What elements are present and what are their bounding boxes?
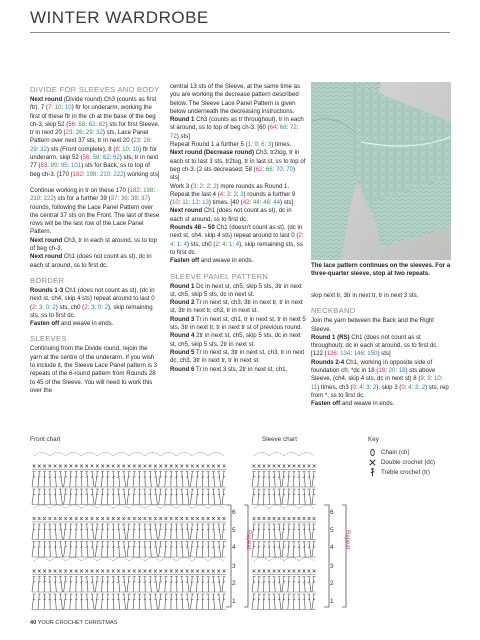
para-round-1: Round 1 Ch3 (counts as tr throughout), tr in each st around, ss to top of beg ch-3. [60 (64: 68: 72: 72) sts] <box>170 116 304 140</box>
para-next-round-b: Next round Ch1 (does not count as st), dc in each st around, ss to first dc. <box>30 253 152 269</box>
para-join-yarn: Join the yarn between the Back and the Right Sleeve. <box>311 317 434 333</box>
sleeve-row-1: 1 <box>330 598 334 605</box>
key-chain-label: Chain (ch) <box>381 449 410 456</box>
column-1 <box>30 83 160 395</box>
front-row-6: 6 <box>232 509 236 516</box>
column-3 <box>311 292 451 409</box>
para-fasten-off-3: Fasten off and weave in ends. <box>311 400 395 408</box>
para-divide-round: Next round (Divide round) Ch3 (counts as first ftr), 7 (7: 10: 10) ftr for underarm, working the first of these ftr in the ch at the base of the beg ch-3, skip 52 (56: 58: 62: 62) sts for first Sleeve, tr in next 20 (23: 26: 29: 32) sts, Lace Panel Pattern over next 37 sts, tr in next 20 (23: 26: 29: 32) sts (Front complete), 8 (8: 10: 10) ftr for underarm, skip 52 (56: 58: 62: 62) sts, tr in next 77 (83: 89: 95: 101) sts for Back, ss to top of beg ch-3. [170 (182: 198: 210: 222) working sts] <box>30 96 160 178</box>
chain-symbol-icon <box>368 448 377 457</box>
heading-neckband: NECKBAND <box>311 306 356 316</box>
column-2 <box>170 83 306 374</box>
para-sleeves: Continuing from the Divide round, rejoin the yarn at the centre of the underarm. If you wish to include it, the Sleeve Lace Panel pattern is 3 repeats of the 6-round pattern from Rounds 28 to 45 of the Sleeve. You will need to work this over the <box>30 345 158 394</box>
front-row-1: 1 <box>232 598 236 605</box>
sleeve-row-2: 2 <box>330 580 334 587</box>
sleeve-chart <box>250 448 318 612</box>
para-sleeve-intro: central 13 sts of the Sleeve, at the same time as you are working the decrease pattern described below. The Sleeve Lace Panel Pattern is given below underneath the decreasing instructions. <box>170 83 301 115</box>
sleeve-repeat-label: Repeat <box>344 530 350 550</box>
page-number: 40 <box>30 620 37 626</box>
key-label: Key <box>368 436 379 443</box>
front-chart <box>30 448 228 612</box>
para-continue: Continue working in tr on these 170 (182: 198: 210: 222) sts for a further 39 (37: 36: 38: 37) rounds, following the Lace Panel Pattern over the central 37 sts on the Front. The last of these rows will be the last row of the Lace Panel Pattern. <box>30 186 160 236</box>
heading-border: BORDER <box>30 275 65 285</box>
para-fasten-off-2: Fasten off and weave in ends. <box>170 257 254 265</box>
para-panel-round-5: Round 5 Tr in next st, 3tr in next st, ch3, tr in next dc, ch3, 3tr in next tr, tr in next st. <box>170 348 305 365</box>
sleeve-photo <box>311 82 451 260</box>
para-border-rounds: Rounds 1-3 Ch1 (does not count as st), (dc in next st, ch4, skip 4 sts) repeat around to last 0 (2: 3: 0: 2) sts, ch0 (2: 3: 0: 2), skip remaining sts, ss to first dc. <box>30 286 155 319</box>
sleeve-row-5: 5 <box>330 527 334 534</box>
magazine-name: YOUR CROCHET CHRISTMAS <box>37 620 118 626</box>
front-chart-label: Front chart <box>30 436 61 443</box>
para-panel-round-6: Round 6 Tr in next 3 sts, 2tr in next st, ch1, <box>170 365 288 373</box>
para-next-round-a: Next round Ch3, tr in each st around, ss to top of beg ch-3. <box>30 236 158 253</box>
heading-divide: DIVIDE FOR SLEEVES AND BODY <box>30 85 160 94</box>
sleeve-repeat-bracket <box>322 504 348 608</box>
front-repeat-bracket <box>224 504 250 608</box>
para-neck-rounds-2-4: Rounds 2-4 Ch1, working in opposite side of foundation ch; *dc in 18 (18: 20: 18) sts above Sleeve, (ch4, skip 4 sts, dc in next st) 8 (9: 9: 10: 11) times, ch3 (0: 4: 3: 2), skip 3 (0: 4: 3: 2) sts; rep from *, ss to first dc. <box>311 358 449 399</box>
sleeve-row-3: 3 <box>330 563 334 570</box>
sleeve-row-4: 4 <box>330 544 334 551</box>
double-crochet-symbol-icon <box>368 458 377 467</box>
section-header: WINTER WARDROBE <box>30 8 209 27</box>
para-panel-round-3: Round 3 Tr in next st, ch1, tr in next st, tr in next 5 sts, 3tr in next tr, tr in next tr st of previous round. <box>170 315 306 332</box>
key-tr-label: Treble crochet (tr) <box>381 469 430 476</box>
para-neck-round-1: Round 1 (RS) Ch1 (does not count as st throughout); dc in each st around, ss to first dc. [122 (126: 134: 146: 150) sts] <box>311 333 439 358</box>
para-panel-round-4: Round 4 2tr in next st, ch5, skip 5 sts, dc in next st, ch5, skip 5 sts, 2tr in next st. <box>170 332 301 348</box>
sleeve-photo-graphic <box>311 82 451 260</box>
para-fasten-off-1: Fasten off and weave in ends. <box>30 320 114 328</box>
heading-sleeves: SLEEVES <box>30 334 67 344</box>
front-repeat-label: Repeat <box>245 530 251 550</box>
para-next-round-c: Next round Ch1 (does not count as st), dc in each st around, ss to first dc. <box>170 207 292 223</box>
key-dc <box>368 458 468 467</box>
key-dc-label: Double crochet (dc) <box>381 459 435 466</box>
para-panel-round-1: Round 1 Dc in next st, ch5, skip 5 sts, 3tr in next st, ch5, skip 5 sts, dc in next st. <box>170 282 302 298</box>
sleeve-chart-label: Sleeve chart <box>262 436 298 443</box>
sleeve-row-6: 6 <box>330 509 334 516</box>
para-repeat-round-1: Repeat Round 1 a further 5 (1: 9: 6: 3) times. <box>170 141 292 149</box>
front-row-5: 5 <box>232 527 236 534</box>
page-footer <box>30 620 117 626</box>
front-row-2: 2 <box>232 580 236 587</box>
heading-sleeve-panel: SLEEVE PANEL PATTERN <box>170 271 269 281</box>
photo-caption: The lace pattern continues on the sleeves. For a three-quarter sleeve, stop at two repeats. <box>311 262 451 277</box>
header-rule <box>30 32 450 33</box>
key-tr <box>368 468 468 477</box>
front-row-3: 3 <box>232 563 236 570</box>
key-chain <box>368 448 468 457</box>
treble-crochet-symbol-icon <box>368 468 377 477</box>
para-rounds-48-50: Rounds 48 – 50 Ch1 (doesn't count as st), (dc in next st, ch4, skip 4 sts) repeat around to last 0 (2: 4: 1: 4) sts, ch0 (2: 4: 1: 4), skip remaining sts, ss to first dc. <box>170 224 304 256</box>
para-panel-round-6-cont: skip next tr, 3tr in next tr, tr in next 3 sts. <box>311 292 419 299</box>
para-panel-round-2: Round 2 Tr in next st, ch3, 3tr in next tr, tr in next st, 3tr in next tr, ch3, tr in next st. <box>170 299 303 315</box>
front-row-4: 4 <box>232 544 236 551</box>
para-decrease-round: Next round (Decrease round) Ch3, tr2tog, tr in each st to last 3 sts, tr2tog, tr in last st, ss to top of beg ch-3. [2 sts decreased; 58 (62: 66: 70: 70) sts] <box>170 149 306 182</box>
para-work-more: Work 3 (3: 2: 2: 2) more rounds as Round 1. Repeat the last 4 (4: 3: 3: 3) rounds a further 9 (10: 11: 12: 13) times. [40 (42: 44: 46: 44) sts] <box>170 182 296 207</box>
